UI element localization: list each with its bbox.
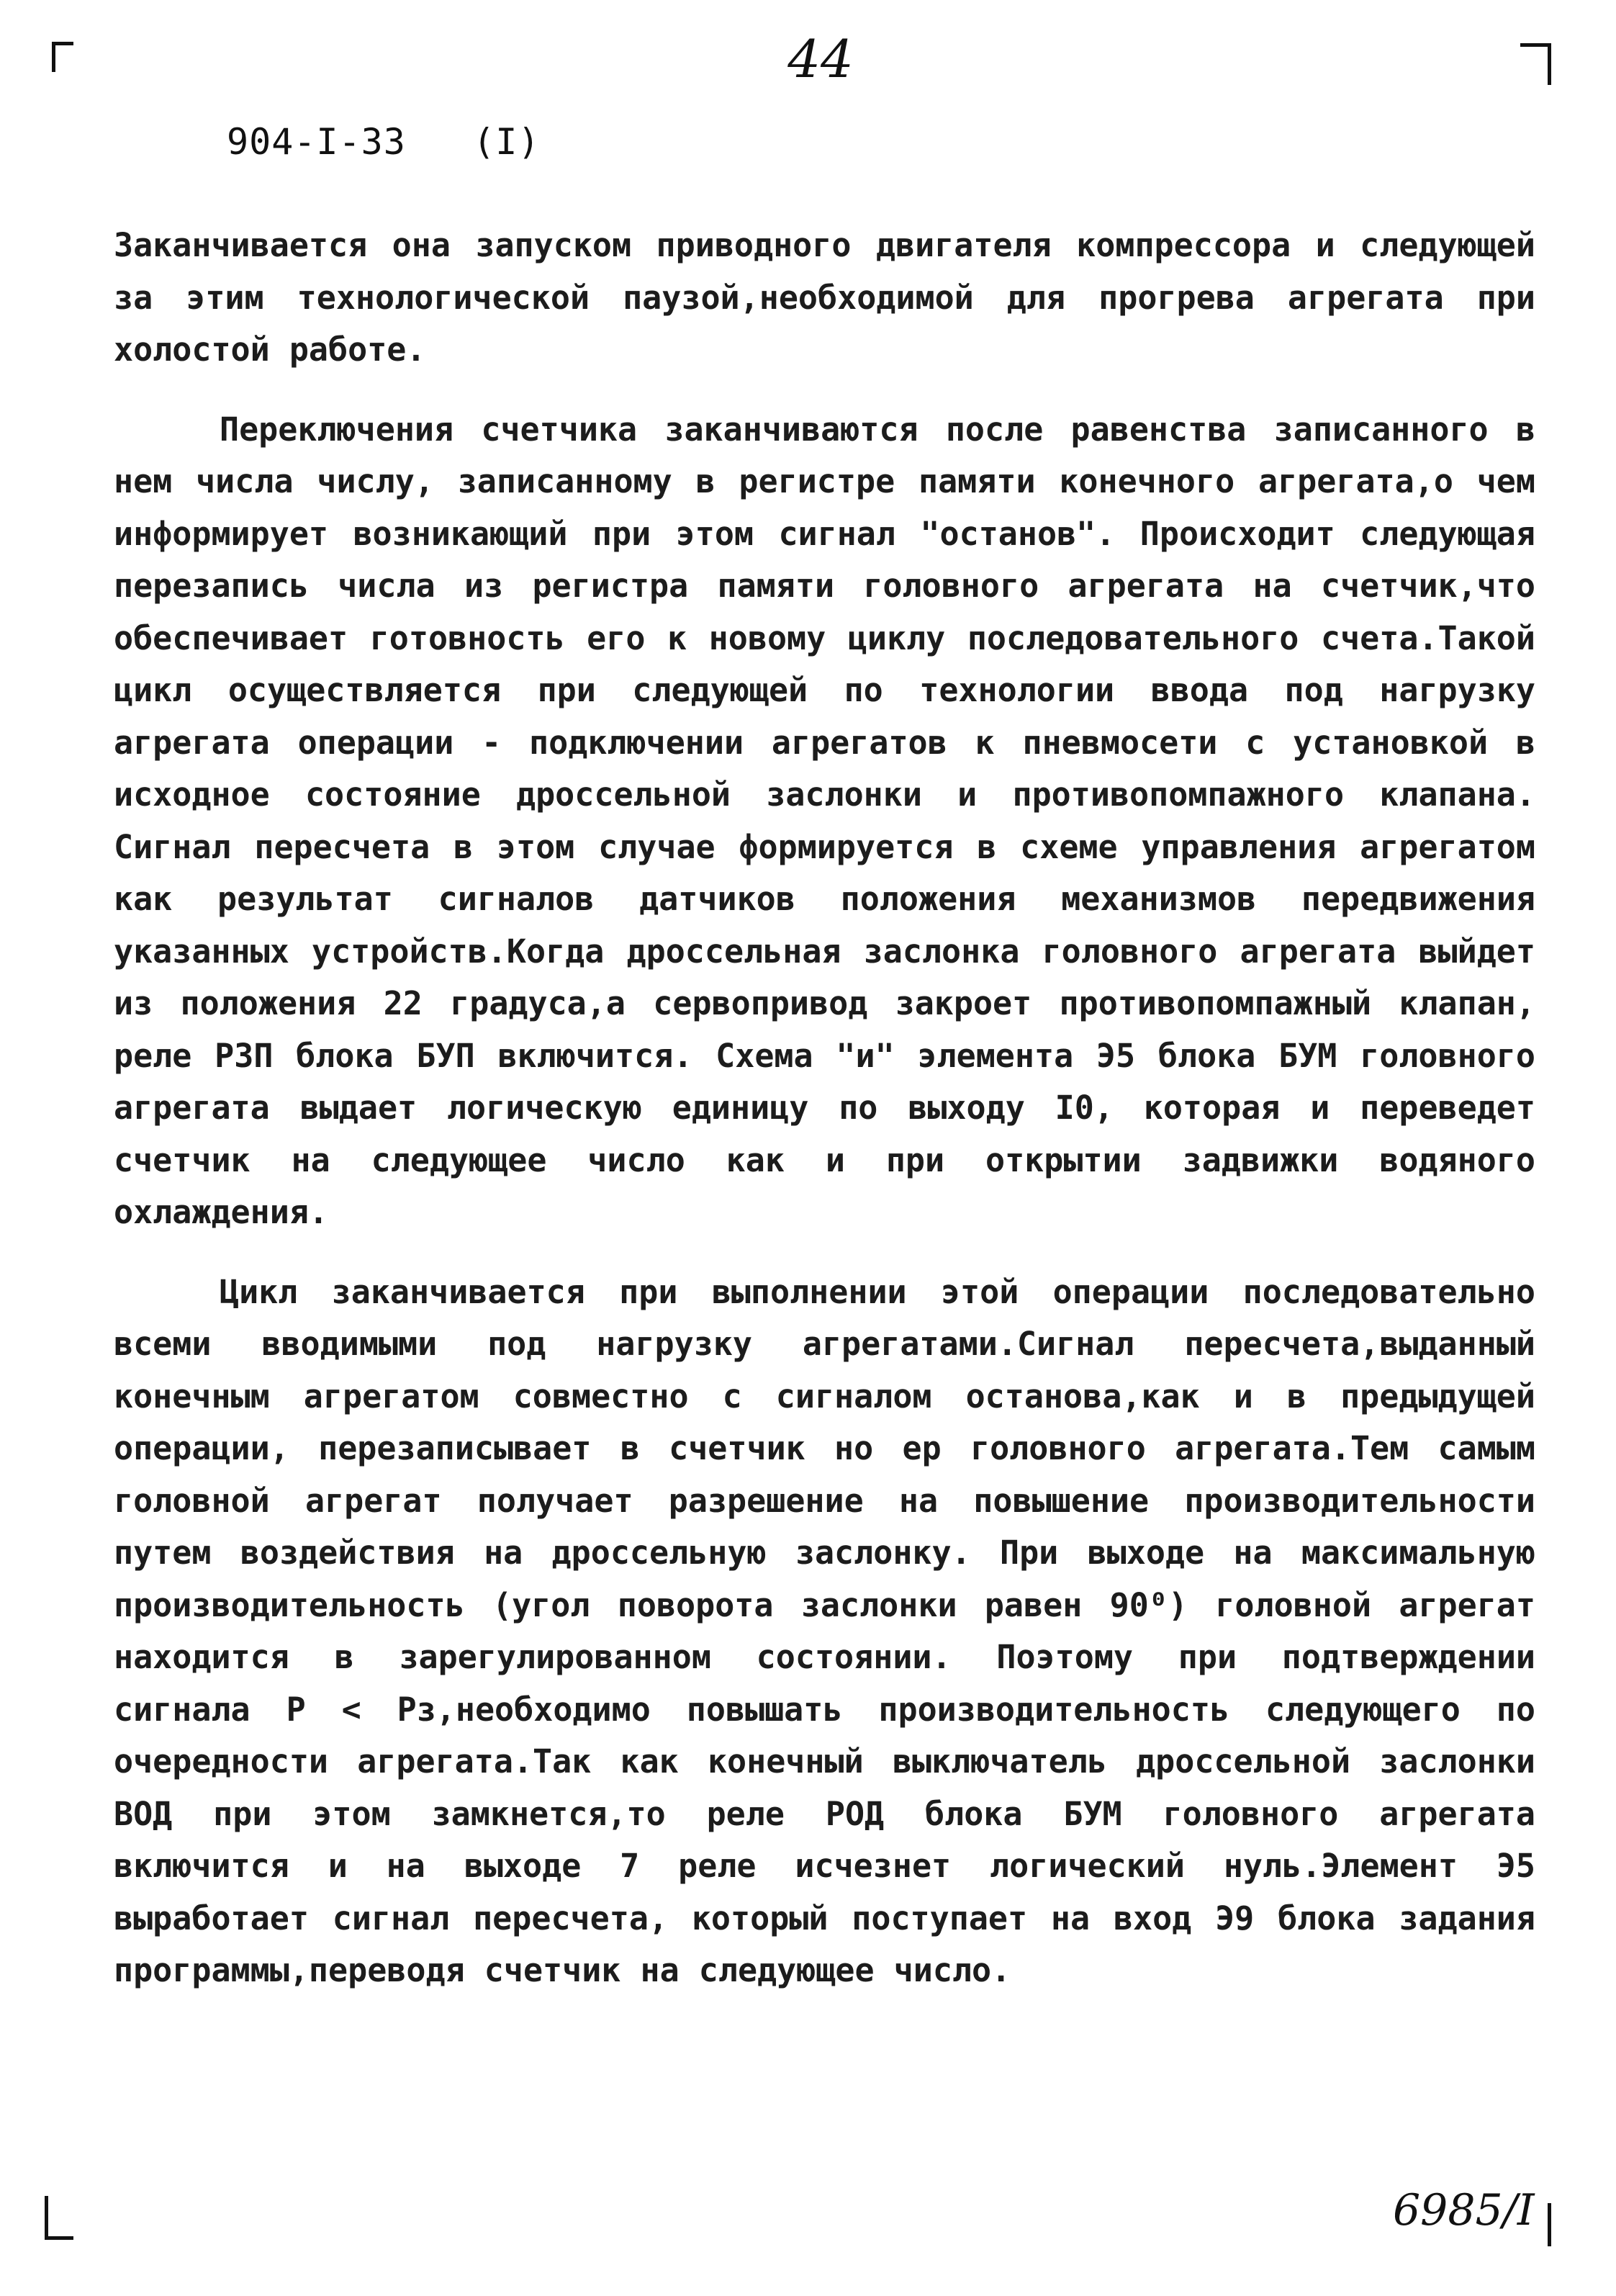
corner-mark-top-right-v [1548,43,1551,85]
corner-mark-top-left-v [52,42,55,72]
paragraph-3: Цикл заканчивается при выполнении этой операции последовательно всеми вводимыми под нагрузку агрегатами.Сигнал пересчета,выданный конечным агрегатом совместно с сигналом останова,как и в предыдущей операции, перезаписывает в счетчик но ер головного агрегата.Тем самым головной агрегат получает разрешение на повышение производительности путем воздействия на дроссельную заслонку. При выходе на максимальную производительность (угол поворота заслонки равен 90⁰) головной агрегат находится в зарегулированном состоянии. Поэтому при подтверждении сигнала Р < Рз,необходимо повышать производительность следующего по очередности агрегата.Так как конечный выключатель дроссельной заслонки ВОД при этом замкнется,то реле РОД блока БУМ головного агрегата включится и на выходе 7 реле исчезнет логический нуль.Элемент Э5 выработает сигнал пересчета, который поступает на вход Э9 блока задания программы,переводя счетчик на следующее число. [114,1272,1535,1989]
corner-mark-bottom-left-v [45,2196,48,2239]
sheet-mark: 6985/I [1393,2185,1535,2236]
page-number: 44 [787,29,854,89]
corner-mark-bottom-left-h [45,2236,73,2240]
corner-mark-top-left-h [52,42,73,45]
paragraph-2: Переключения счетчика заканчиваются после равенства записанного в нем числа числу, записанному в регистре памяти конечного агрегата,о чем информирует возникающий при этом сигнал "останов". Происходит следующая перезапись числа из регистра памяти головного агрегата на счетчик,что обеспечивает готовность его к новому циклу последовательного счета.Такой цикл осуществляется при следующей по технологии ввода под нагрузку агрегата операции - подключении агрегатов к пневмосети с установкой в исходное состояние дроссельной заслонки и противопомпажного клапана. Сигнал пересчета в этом случае формируется в схеме управления агрегатом как результат сигналов датчиков положения механизмов передвижения указанных устройств.Когда дроссельная заслонка головного агрегата выйдет из положения 22 градуса,а сервопривод закроет противопомпажный клапан, реле РЗП блока БУП включится. Схема "и" элемента Э5 блока БУМ головного агрегата выдает логическую единицу по выходу I0, которая и переведет счетчик на следующее число как и при открытии задвижки водяного охлаждения. [114,410,1535,1231]
document-code: 904-I-33 (I) [227,121,541,163]
body-text [114,220,1535,1997]
corner-mark-bottom-right-v [1548,2203,1551,2246]
corner-mark-top-right-h [1520,43,1551,47]
paragraph-1: Заканчивается она запуском приводного двигателя компрессора и следующей за этим технологической паузой,необходимой для прогрева агрегата при холостой работе. [114,226,1535,369]
